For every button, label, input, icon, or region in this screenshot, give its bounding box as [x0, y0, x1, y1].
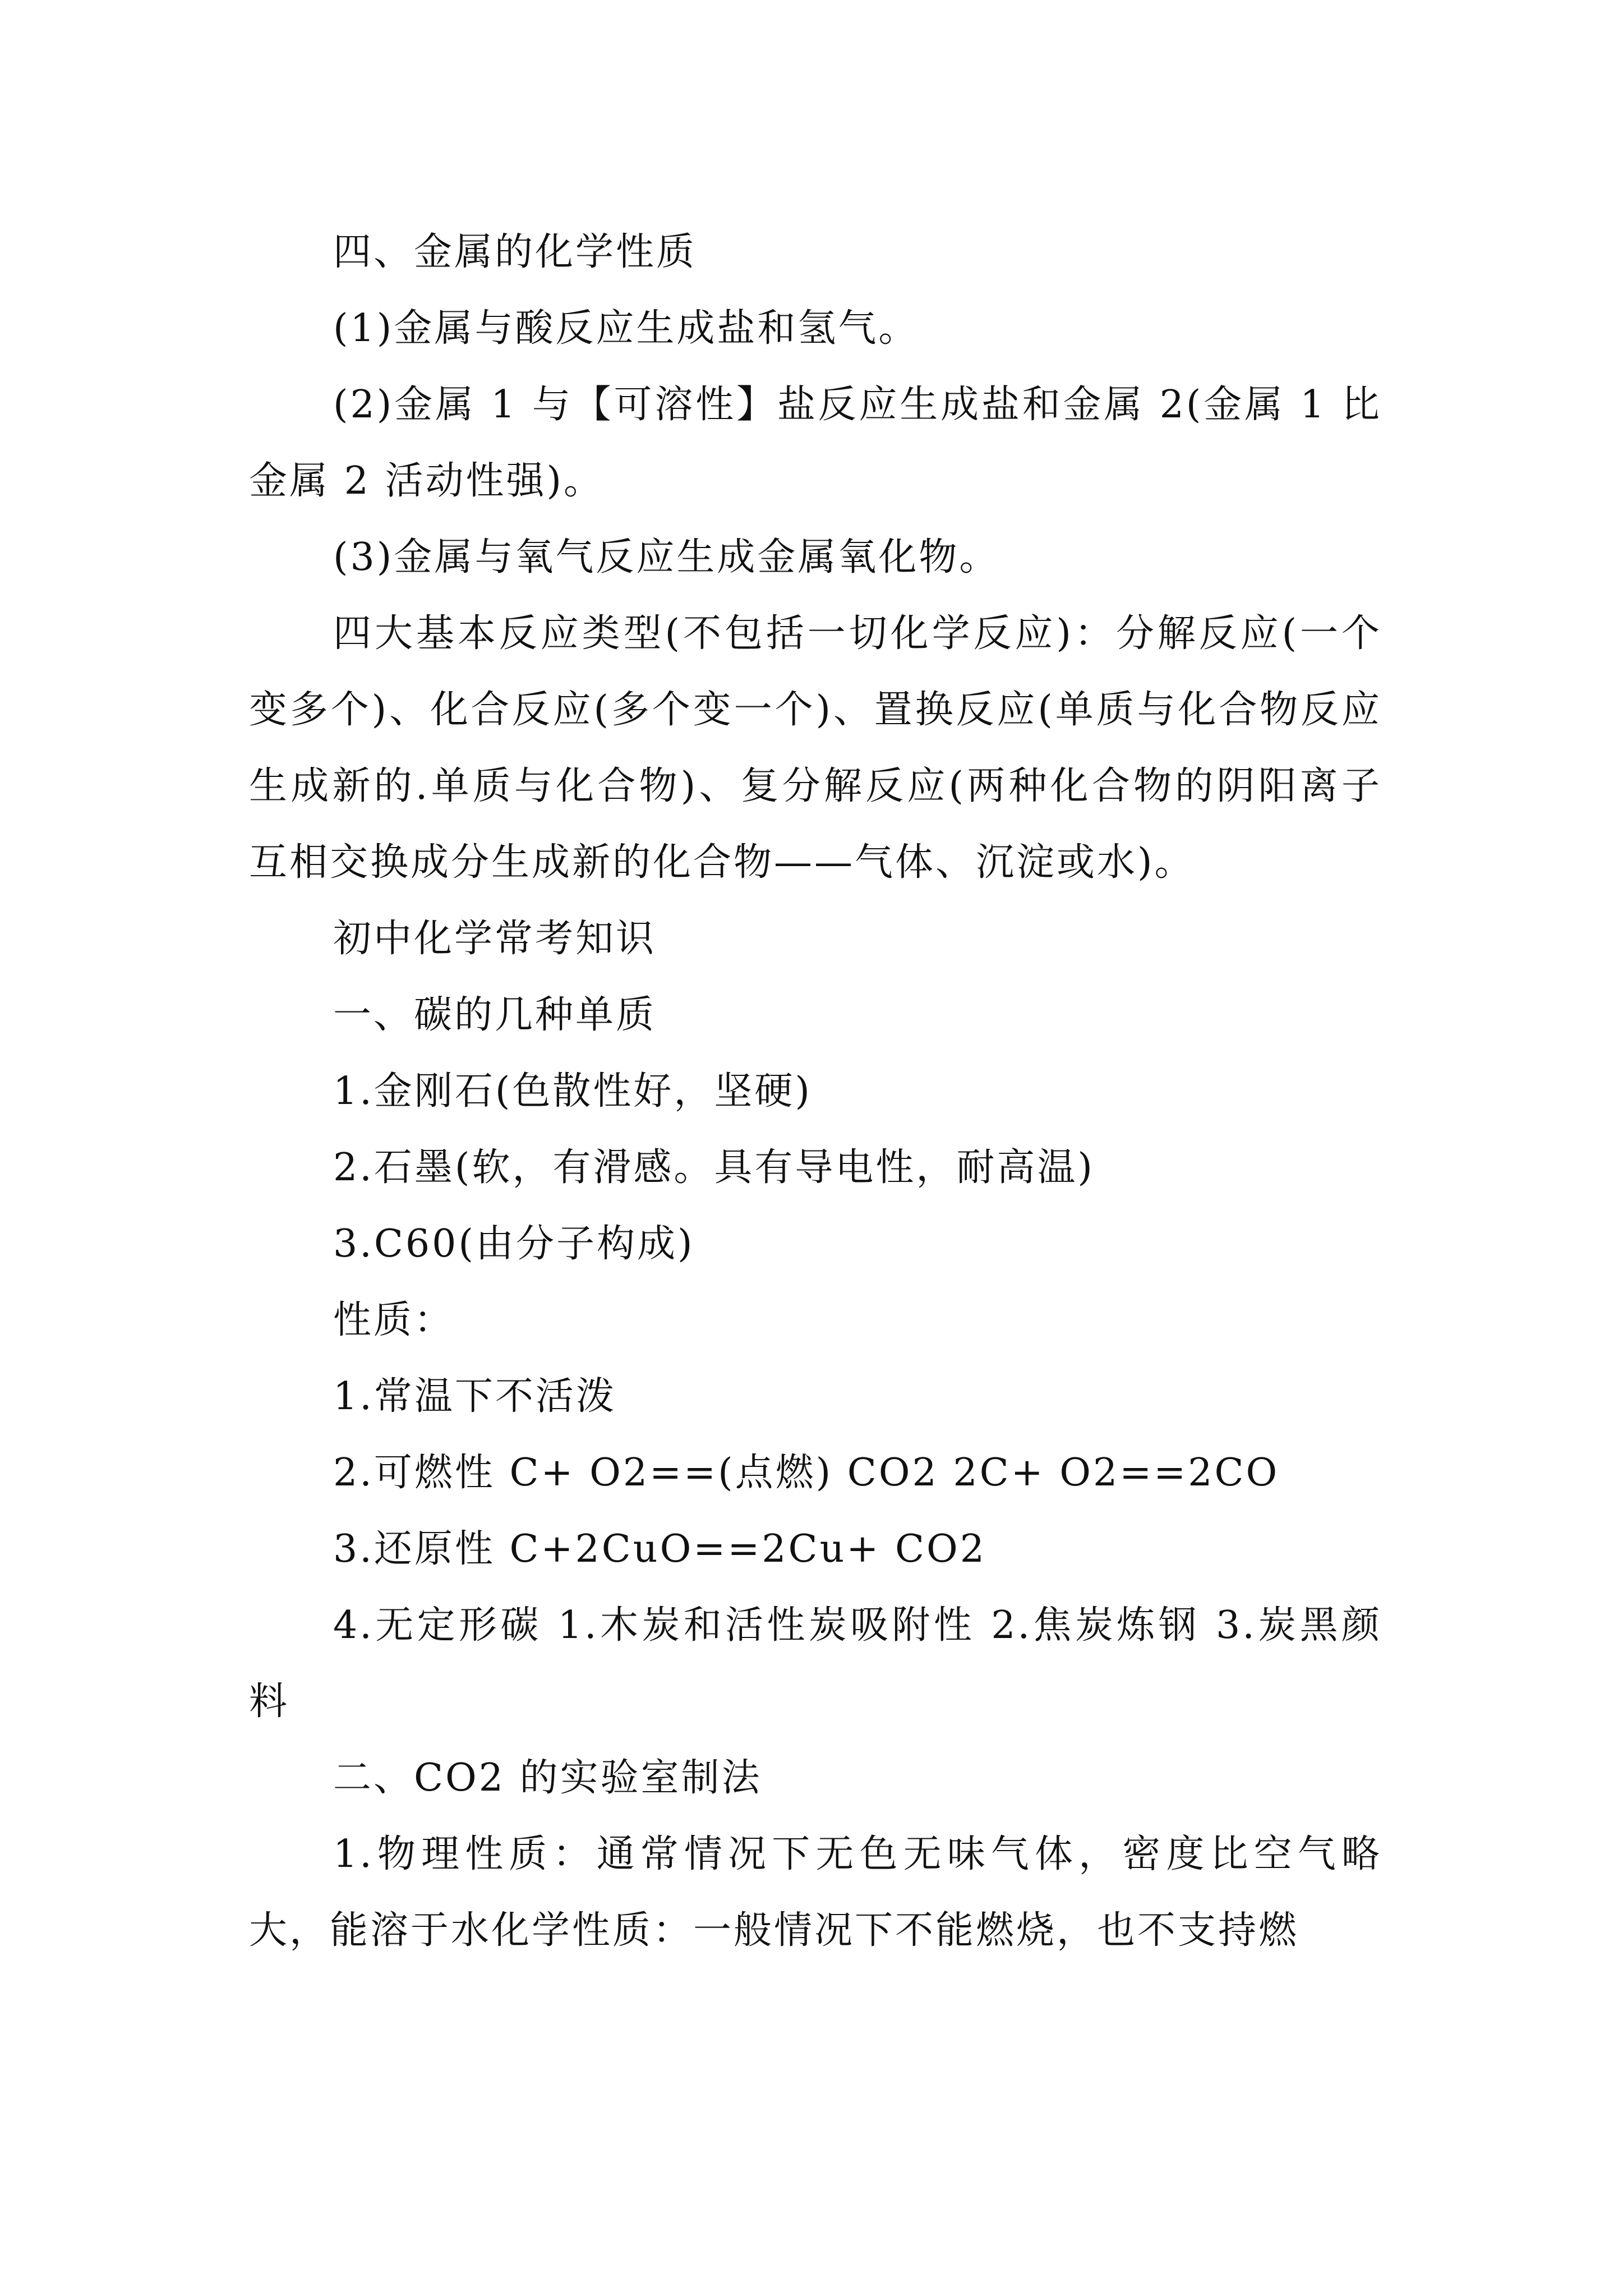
heading-co2-lab-preparation: 二、CO2 的实验室制法 — [333, 1756, 762, 1800]
document-body — [249, 214, 1382, 1969]
list-item: 2.可燃性 C+ O2==(点燃) CO2 2C+ O2==2CO — [333, 1451, 1280, 1495]
paragraph: (3)金属与氧气反应生成金属氧化物。 — [333, 535, 1000, 579]
list-item: 3.C60(由分子构成) — [333, 1222, 695, 1266]
heading-metal-chemical-properties: 四、金属的化学性质 — [333, 230, 697, 274]
subheading-properties: 性质： — [333, 1298, 455, 1342]
paragraph: 1.物理性质：通常情况下无色无味气体，密度比空气略大，能溶于水化学性质：一般情况下不能燃烧，也不支持燃 — [249, 1832, 1382, 1953]
list-item: 3.还原性 C+2CuO==2Cu+ CO2 — [333, 1527, 987, 1571]
list-item: 4.无定形碳 1.木炭和活性炭吸附性 2.焦炭炼钢 3.炭黑颜料 — [249, 1603, 1382, 1724]
list-item: 1.金刚石(色散性好，坚硬) — [333, 1069, 812, 1114]
paragraph: (1)金属与酸反应生成盐和氢气。 — [333, 306, 919, 351]
section-title: 初中化学常考知识 — [333, 917, 657, 961]
paragraph: (2)金属 1 与【可溶性】盐反应生成盐和金属 2(金属 1 比金属 2 活动性强)。 — [249, 383, 1382, 503]
paragraph: 四大基本反应类型(不包括一切化学反应)：分解反应(一个变多个)、化合反应(多个变一个)、置换反应(单质与化合物反应生成新的.单质与化合物)、复分解反应(两种化合物的阴阳离子互相交换成分生成新的化合物——气体、沉淀或水)。 — [249, 611, 1382, 885]
list-item: 2.石墨(软，有滑感。具有导电性，耐高温) — [333, 1145, 1095, 1190]
heading-carbon-allotropes: 一、碳的几种单质 — [333, 993, 657, 1037]
list-item: 1.常温下不活泼 — [333, 1374, 616, 1419]
